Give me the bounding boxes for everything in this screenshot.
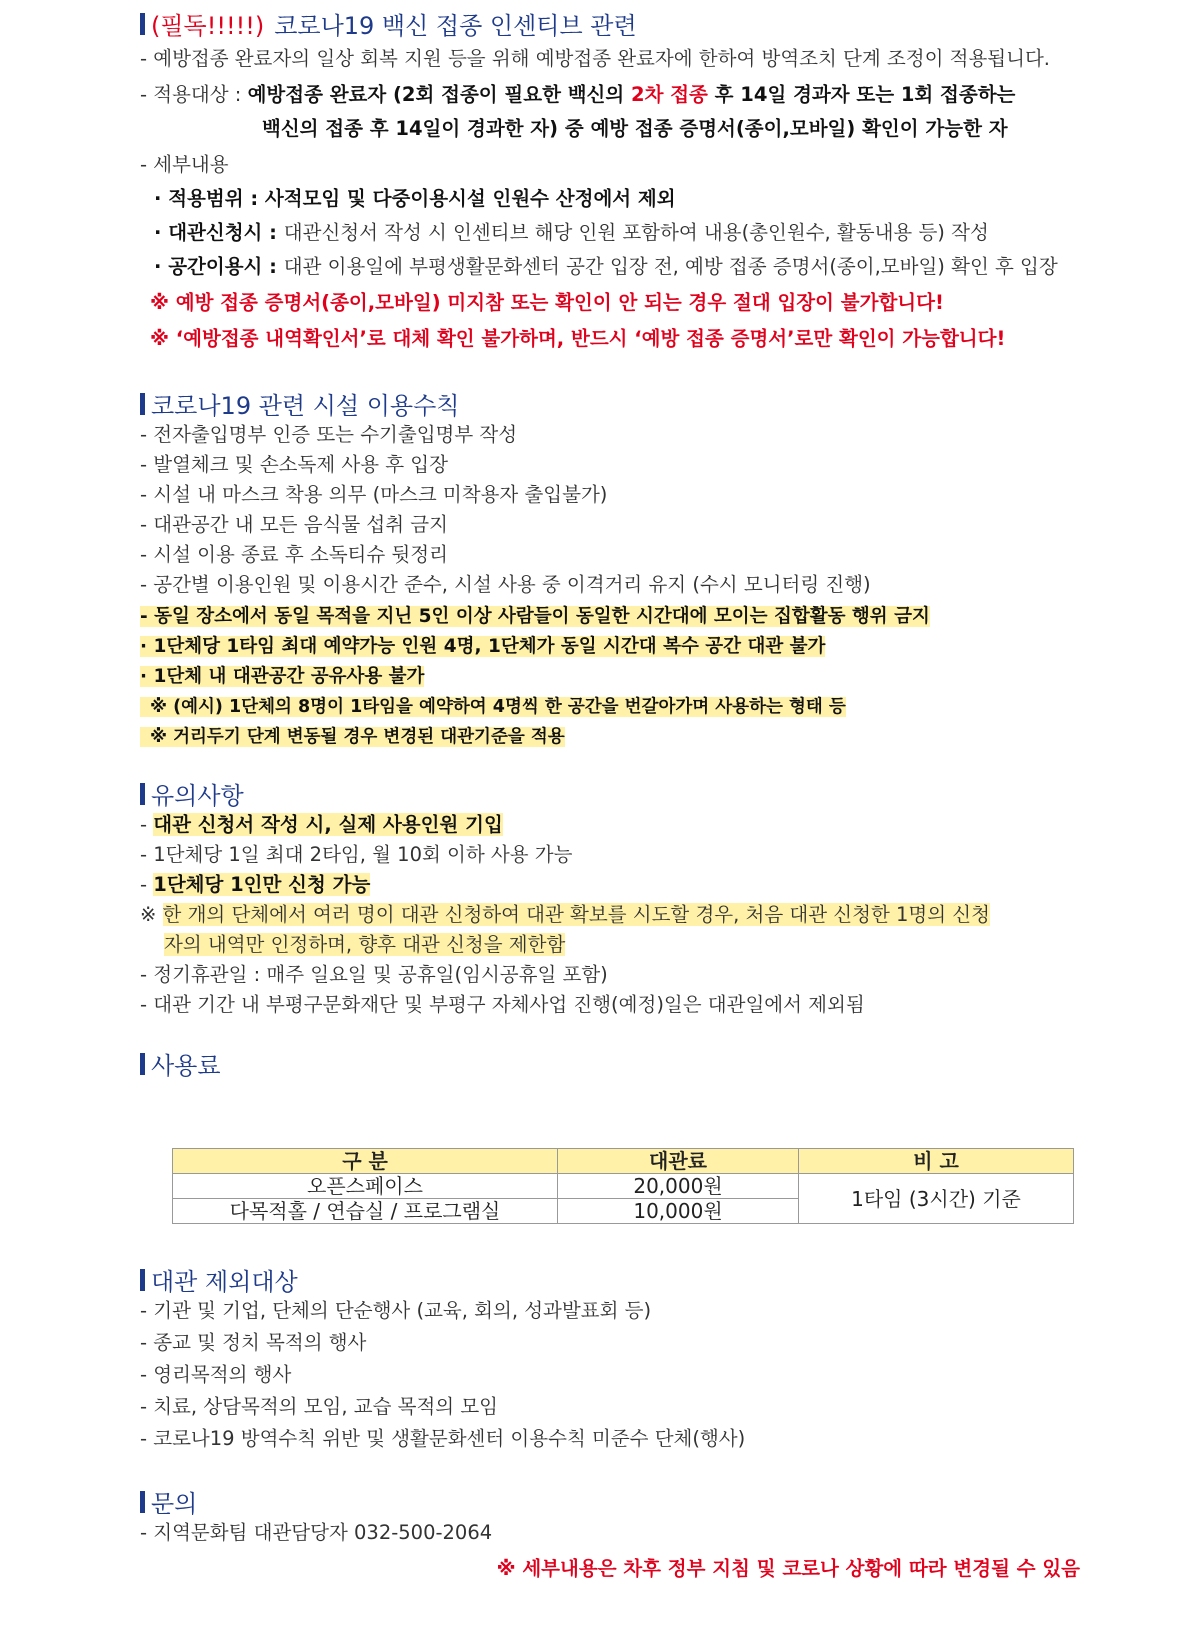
list-item: - 대관공간 내 모든 음식물 섭취 금지 [140, 513, 448, 536]
table-header: 비 고 [799, 1149, 1074, 1174]
line [154, 220, 989, 246]
warning-line: ※ 예방 접종 증명서(종이,모바일) 미지참 또는 확인이 안 되는 경우 절대 입장이 불가합니다! [150, 291, 944, 314]
section-bar-icon [140, 393, 145, 415]
section-bar-icon [140, 783, 145, 805]
section-bar-icon [140, 1269, 145, 1291]
section-title-fee [140, 1046, 221, 1081]
section-title-vaccine [140, 6, 637, 41]
highlighted-item: · 1단체당 1타임 최대 예약가능 인원 4명, 1단체가 동일 시간대 복수 공간 대관 불가 [140, 636, 826, 657]
section-bar-icon [140, 1491, 145, 1513]
contact-line: - 지역문화팀 대관담당자 032-500-2064 [140, 1521, 493, 1544]
title-text: 문의 [151, 1490, 198, 1518]
text: 예방접종 완료자 (2회 접종이 필요한 백신의 [247, 83, 632, 106]
section-title-rules [140, 386, 459, 421]
list-item: - 공간별 이용인원 및 이용시간 준수, 시설 사용 중 이격거리 유지 (수시 모니터링 진행) [140, 573, 871, 596]
section-bar-icon [140, 13, 145, 35]
list-item: - 영리목적의 행사 [140, 1363, 292, 1386]
table-cell: 다목적홀 / 연습실 / 프로그램실 [173, 1199, 558, 1224]
list-item [140, 812, 503, 838]
table-cell: 오픈스페이스 [173, 1174, 558, 1199]
table-header-row [173, 1149, 1074, 1174]
list-item: - 종교 및 정치 목적의 행사 [140, 1331, 367, 1354]
table-header: 구 분 [173, 1149, 558, 1174]
line: - 예방접종 완료자의 일상 회복 지원 등을 위해 예방접종 완료자에 한하여 방역조치 단계 조정이 적용됩니다. [140, 47, 1051, 70]
footer-note: ※ 세부내용은 차후 정부 지침 및 코로나 상황에 따라 변경될 수 있음 [496, 1557, 1080, 1580]
list-item: - 시설 내 마스크 착용 의무 (마스크 미착용자 출입불가) [140, 483, 608, 506]
line [140, 82, 1015, 108]
table-header: 대관료 [558, 1149, 799, 1174]
list-item: - 발열체크 및 손소독제 사용 후 입장 [140, 453, 448, 476]
fee-table [172, 1148, 1074, 1224]
highlighted-item: · 1단체 내 대관공간 공유사용 불가 [140, 666, 425, 687]
dash: - [140, 873, 154, 896]
title-text: 유의사항 [151, 782, 244, 810]
dash: - [140, 813, 154, 836]
table-cell-note: 1타임 (3시간) 기준 [799, 1174, 1074, 1224]
table-row [173, 1174, 1074, 1199]
table-cell: 20,000원 [558, 1174, 799, 1199]
section-title-notes [140, 776, 244, 811]
list-item [140, 902, 990, 928]
section-title-exclusion [140, 1262, 298, 1297]
label: · 대관신청시 : [154, 221, 284, 244]
line: - 세부내용 [140, 153, 229, 176]
text: 후 14일 경과자 또는 1회 접종하는 [707, 83, 1016, 106]
highlighted-text: 1단체당 1인만 신청 가능 [153, 873, 371, 896]
highlighted-text: 한 개의 단체에서 여러 명이 대관 신청하여 대관 확보를 시도할 경우, 처음 대관 신청한 1명의 신청 [162, 903, 990, 926]
warning-line: ※ ‘예방접종 내역확인서’로 대체 확인 불가하며, 반드시 ‘예방 접종 증명서’로만 확인이 가능합니다! [150, 327, 1006, 350]
line: · 적용범위 : 사적모임 및 다중이용시설 인원수 산정에서 제외 [154, 187, 676, 210]
list-item: - 코로나19 방역수칙 위반 및 생활문화센터 이용수칙 미준수 단체(행사) [140, 1427, 746, 1450]
text: 대관 이용일에 부평생활문화센터 공간 입장 전, 예방 접종 증명서(종이,모바일) 확인 후 입장 [283, 255, 1058, 278]
list-item: - 전자출입명부 인증 또는 수기출입명부 작성 [140, 423, 518, 446]
title-notice: (필독!!!!!) [151, 12, 265, 40]
highlighted-text: 자의 내역만 인정하며, 향후 대관 신청을 제한함 [164, 933, 566, 956]
list-item: - 1단체당 1일 최대 2타임, 월 10회 이하 사용 가능 [140, 843, 573, 866]
section-title-contact [140, 1484, 197, 1519]
text: 대관신청서 작성 시 인센티브 해당 인원 포함하여 내용(총인원수, 활동내용 등) 작성 [283, 221, 989, 244]
highlighted-item: ※ 거리두기 단계 변동될 경우 변경된 대관기준을 적용 [140, 727, 565, 747]
list-item: - 치료, 상담목적의 모임, 교습 목적의 모임 [140, 1395, 499, 1418]
section-bar-icon [140, 1053, 145, 1075]
title-text: 코로나19 관련 시설 이용수칙 [151, 392, 460, 420]
label: · 공간이용시 : [154, 255, 284, 278]
list-item: - 정기휴관일 : 매주 일요일 및 공휴일(임시공휴일 포함) [140, 963, 608, 986]
highlighted-item: ※ (예시) 1단체의 8명이 1타임을 예약하여 4명씩 한 공간을 번갈아가며 사용하는 형태 등 [140, 697, 846, 717]
table-cell: 10,000원 [558, 1199, 799, 1224]
list-item: - 대관 기간 내 부평구문화재단 및 부평구 자체사업 진행(예정)일은 대관일에서 제외됨 [140, 993, 865, 1016]
list-item: - 시설 이용 종료 후 소독티슈 뒷정리 [140, 543, 448, 566]
list-item [140, 872, 370, 898]
title-text: 대관 제외대상 [151, 1268, 298, 1296]
highlighted-item: - 동일 장소에서 동일 목적을 지닌 5인 이상 사람들이 동일한 시간대에 모이는 집합활동 행위 금지 [140, 606, 930, 627]
highlighted-text: 대관 신청서 작성 시, 실제 사용인원 기입 [153, 813, 503, 836]
line: 백신의 접종 후 14일이 경과한 자) 중 예방 접종 증명서(종이,모바일) 확인이 가능한 자 [262, 117, 1008, 140]
title-text: 코로나19 백신 접종 인센티브 관련 [274, 12, 637, 40]
title-text: 사용료 [151, 1052, 221, 1080]
label: - 적용대상 : [140, 83, 248, 106]
line [154, 254, 1058, 280]
list-item: - 기관 및 기업, 단체의 단순행사 (교육, 회의, 성과발표회 등) [140, 1299, 652, 1322]
note-mark: ※ [140, 903, 163, 926]
highlight-text: 2차 접종 [631, 83, 708, 106]
